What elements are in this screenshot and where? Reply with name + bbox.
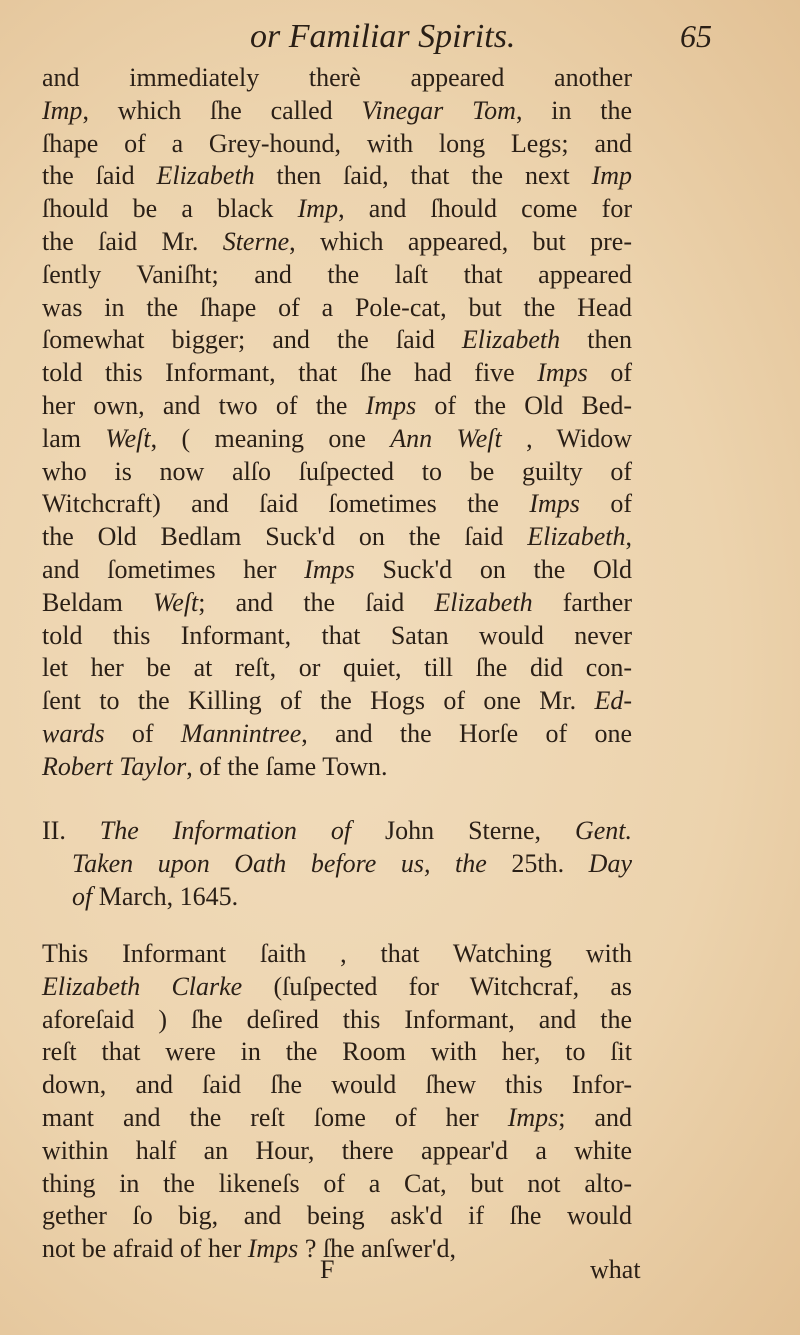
text-line xyxy=(42,292,632,325)
italic-text: Imps xyxy=(537,358,588,388)
text-line xyxy=(42,1233,632,1266)
text-span: of xyxy=(579,489,632,519)
text-span: 25th. xyxy=(486,848,589,878)
text-span: farther xyxy=(532,587,632,617)
text-span: and ſometimes her xyxy=(42,554,305,584)
italic-text: Elizabeth xyxy=(527,522,626,552)
text-span: the ſaid xyxy=(42,161,157,191)
text-span: gether ſo big, and being ask'd if ſhe would xyxy=(42,1201,632,1231)
text-span: then xyxy=(560,325,632,355)
text-line xyxy=(42,881,632,914)
text-span: Suck'd on the Old xyxy=(354,554,632,584)
text-span: thing in the likeneſs of a Cat, but not alto- xyxy=(42,1168,632,1198)
text-line xyxy=(42,652,632,685)
text-span: , ( meaning one xyxy=(150,423,391,453)
text-line xyxy=(42,1200,632,1233)
italic-text: Weſt xyxy=(105,423,151,453)
italic-text: wards xyxy=(42,718,105,748)
text-span: This Informant ſaith , that Watching with xyxy=(42,939,632,968)
text-line xyxy=(42,554,632,587)
italic-text: Robert Taylor xyxy=(42,751,187,781)
text-line xyxy=(42,521,632,554)
italic-text: of xyxy=(72,881,93,911)
text-span: John Sterne, xyxy=(351,816,575,845)
text-span: lam xyxy=(42,423,106,453)
text-line xyxy=(42,1069,632,1102)
text-span: was in the ſhape of a Pole-cat, but the Head xyxy=(42,292,632,322)
text-span: the ſaid Mr. xyxy=(42,226,223,256)
text-span: ſent to the Killing of the Hogs of one Mr. xyxy=(42,686,595,716)
italic-text: Ann Weſt xyxy=(390,423,502,453)
text-span: reſt that were in the Room with her, to ſit xyxy=(42,1037,632,1067)
text-line xyxy=(42,488,632,521)
text-line xyxy=(42,1168,632,1201)
text-line xyxy=(42,848,632,881)
text-span: Witchcraft) and ſaid ſometimes the xyxy=(42,489,530,519)
catchword: what xyxy=(590,1255,641,1284)
text-span: , xyxy=(625,522,632,552)
text-span: of xyxy=(587,358,632,388)
text-span: then ſaid, that the next xyxy=(254,161,592,191)
text-span: and immediately therè appeared another xyxy=(42,63,632,92)
text-line xyxy=(42,128,632,161)
text-span: down, and ſaid ſhe would ſhew this Infor- xyxy=(42,1070,632,1100)
text-line xyxy=(42,357,632,390)
italic-text: Imps xyxy=(529,489,580,519)
text-line xyxy=(42,390,632,423)
text-span: the Old Bedlam Suck'd on the ſaid xyxy=(42,522,528,552)
italic-text: Ed- xyxy=(594,686,632,716)
text-line xyxy=(42,971,632,1004)
text-line xyxy=(42,1036,632,1069)
text-span: , which ſhe called xyxy=(82,95,362,125)
italic-text: Imps xyxy=(247,1234,299,1264)
text-span: who is now alſo ſuſpected to be guilty of xyxy=(42,456,632,486)
text-line xyxy=(42,1004,632,1037)
text-span: , and the Horſe of one xyxy=(301,718,632,748)
text-line xyxy=(42,193,632,226)
text-line xyxy=(42,259,632,292)
text-line xyxy=(42,62,632,95)
text-span: , in the xyxy=(515,95,632,125)
text-span: told this Informant, that ſhe had five xyxy=(42,358,538,388)
text-line xyxy=(42,95,632,128)
text-span: , Widow xyxy=(501,423,632,453)
paragraph-1 xyxy=(42,62,632,784)
text-span: of xyxy=(104,718,181,748)
text-span: of the Old Bed- xyxy=(416,390,632,420)
text-line xyxy=(42,620,632,653)
italic-text: Weſt xyxy=(153,587,199,617)
text-line xyxy=(42,226,632,259)
text-span: ſently Vaniſht; and the laſt that appeared xyxy=(42,259,632,289)
text-line xyxy=(42,815,632,848)
italic-text: Taken upon Oath before us, the xyxy=(72,848,487,878)
text-span: March, 1645. xyxy=(92,881,239,911)
text-span: ; and xyxy=(558,1102,632,1132)
text-span: II. xyxy=(42,816,100,845)
italic-text: Imps xyxy=(365,390,417,420)
text-line xyxy=(42,718,632,751)
text-span: aforeſaid ) ſhe deſired this Informant, and the xyxy=(42,1004,632,1034)
italic-text: Imp xyxy=(591,161,632,191)
text-span: mant and the reſt ſome of her xyxy=(42,1102,508,1132)
italic-text: Imp xyxy=(42,95,83,125)
text-line xyxy=(42,1102,632,1135)
italic-text: Gent. xyxy=(574,816,632,845)
italic-text: Elizabeth xyxy=(461,325,561,355)
italic-text: Day xyxy=(588,848,632,878)
text-span: ſomewhat bigger; and the ſaid xyxy=(42,325,462,355)
italic-text: Imp xyxy=(297,194,339,224)
text-span: ſhould be a black xyxy=(42,194,298,224)
text-span: within half an Hour, there appear'd a white xyxy=(42,1135,632,1165)
text-span: let her be at reſt, or quiet, till ſhe did con- xyxy=(42,653,632,683)
italic-text: Elizabeth xyxy=(156,161,255,191)
text-span: ? ſhe anſwer'd, xyxy=(298,1234,457,1264)
italic-text: Mannintree xyxy=(180,718,302,748)
page-number: 65 xyxy=(680,18,712,54)
text-span: told this Informant, that Satan would never xyxy=(42,620,632,650)
text-span: her own, and two of the xyxy=(42,390,366,420)
text-line xyxy=(42,685,632,718)
italic-text: Elizabeth Clarke xyxy=(42,971,243,1001)
italic-text: Elizabeth xyxy=(434,587,533,617)
text-span: , of the ſame Town. xyxy=(186,751,388,781)
text-line xyxy=(42,751,632,784)
section-heading xyxy=(42,815,632,913)
text-span: ſhape of a Grey-hound, with long Legs; and xyxy=(42,128,632,158)
text-line xyxy=(42,423,632,456)
text-line xyxy=(42,938,632,971)
text-span: , which appeared, but pre- xyxy=(289,226,632,256)
italic-text: Vinegar Tom xyxy=(361,95,516,125)
text-line xyxy=(42,456,632,489)
text-span: ; and the ſaid xyxy=(198,587,435,617)
text-line xyxy=(42,324,632,357)
text-span: Beldam xyxy=(42,587,154,617)
italic-text: The Information of xyxy=(99,816,352,845)
italic-text: Imps xyxy=(304,554,355,584)
running-title: or Familiar Spirits. xyxy=(250,18,516,55)
paragraph-2 xyxy=(42,938,632,1266)
text-line xyxy=(42,587,632,620)
signature-mark: F xyxy=(320,1255,335,1284)
italic-text: Imps xyxy=(507,1102,559,1132)
italic-text: Sterne xyxy=(222,226,290,256)
text-line xyxy=(42,1135,632,1168)
text-span: not be afraid of her xyxy=(42,1234,248,1264)
text-span: , and ſhould come for xyxy=(338,194,632,224)
text-line xyxy=(42,160,632,193)
text-span: (ſuſpected for Witchcraf, as xyxy=(242,971,632,1001)
